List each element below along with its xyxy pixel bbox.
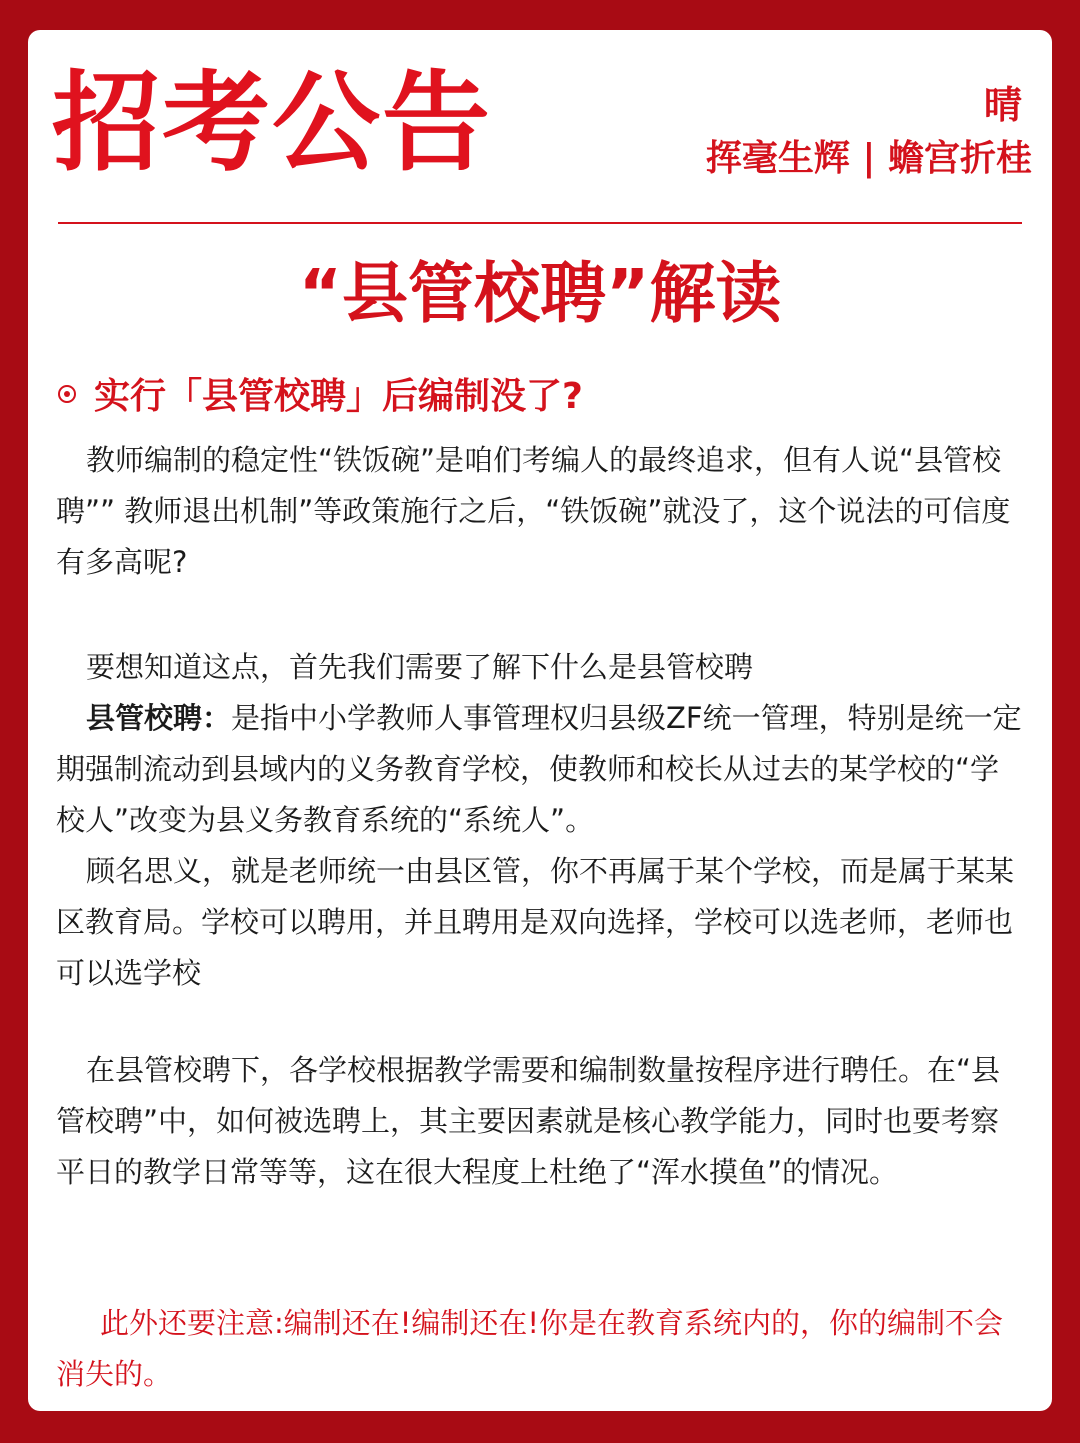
notice-card: [28, 30, 1052, 1411]
paragraph: 在县管校聘下，各学校根据教学需要和编制数量按程序进行聘任。在“县管校聘”中，如何被选聘上，其主要因素就是核心教学能力，同时也要考察平日的教学日常等等，这在很大程度上杜绝了“浑水摸鱼”的情况。: [56, 1053, 1001, 1189]
slogan: 挥毫生辉 | 蟾宫折桂: [705, 137, 1032, 179]
subheading: [58, 368, 583, 419]
paragraph: 教师编制的稳定性“铁饭碗”是咱们考编人的最终追求，但有人说“县管校聘”” 教师退出机制”等政策施行之后，“铁饭碗”就没了，这个说法的可信度有多高呢?: [56, 443, 1011, 579]
paragraph-block-4: [56, 1298, 1026, 1400]
author-label: 晴: [983, 83, 1022, 127]
paragraph-block-3: [56, 1045, 1026, 1198]
definition-term: 县管校聘：: [86, 701, 232, 735]
paragraph: 顾名思义，就是老师统一由县区管，你不再属于某个学校，而是属于某某区教育局。学校可以聘用，并且聘用是双向选择，学校可以选老师，老师也可以选学校: [56, 854, 1015, 990]
page-title: 招考公告: [52, 61, 493, 186]
header-divider: [58, 222, 1022, 224]
definition-text: 是指中小学教师人事管理权归县级ZF统一管理，特别是统一定期强制流动到县域内的义务教育学校，使教师和校长从过去的某学校的“学校人”改变为县义务教育系统的“系统人”。: [56, 701, 1022, 837]
subheading-text: 实行「县管校聘」后编制没了?: [94, 376, 583, 417]
highlight-paragraph: 此外还要注意:编制还在!编制还在!你是在教育系统内的，你的编制不会消失的。: [56, 1306, 1004, 1391]
paragraph: 要想知道这点，首先我们需要了解下什么是县管校聘: [86, 650, 754, 684]
bullet-circle-icon: [58, 385, 76, 403]
article-heading: “县管校聘”解读: [298, 255, 782, 332]
definition-paragraph: [56, 693, 1026, 846]
paragraph-block-2: [56, 642, 1026, 999]
paragraph-block-1: [56, 435, 1026, 588]
